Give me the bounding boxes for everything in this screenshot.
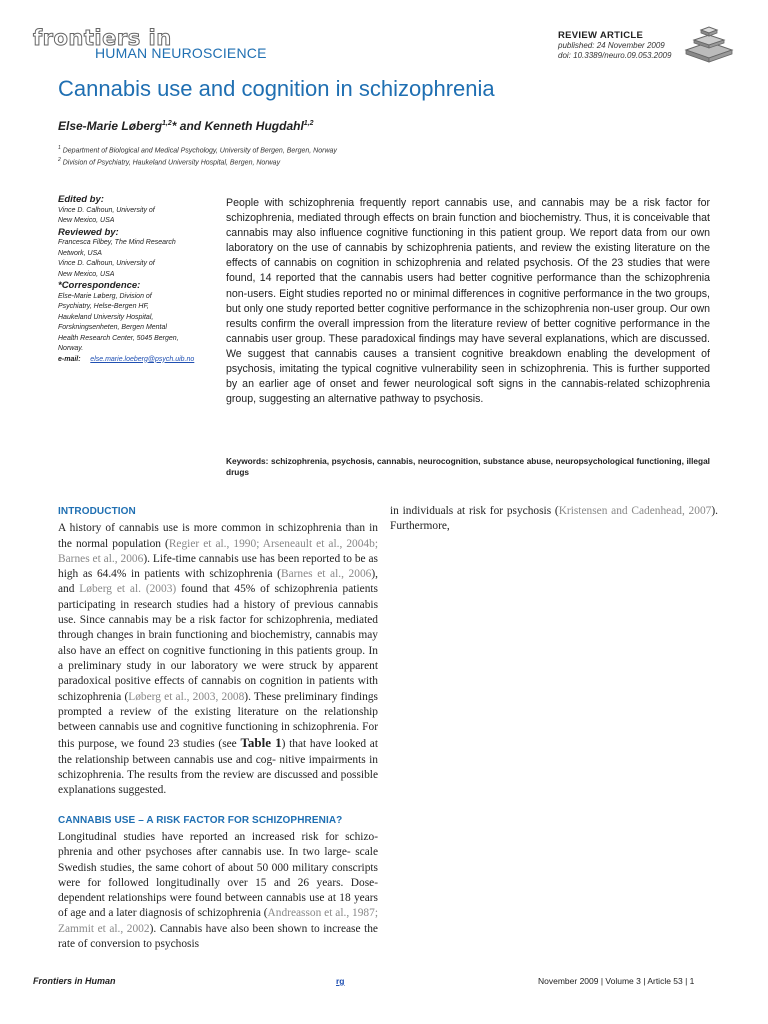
reviewer-line: New Mexico, USA	[58, 270, 115, 278]
email-link[interactable]: else.marie.loeberg@psych.uib.no	[90, 355, 195, 363]
affiliation-number: 2	[58, 157, 61, 163]
article-type: REVIEW ARTICLE	[558, 30, 644, 41]
edited-by-heading: Edited by:	[58, 194, 104, 205]
journal-section: HUMAN NEUROSCIENCE	[95, 45, 267, 61]
corresponding-marker: *	[171, 119, 177, 133]
reviewer-line: Francesca Filbey, The Mind Research	[58, 239, 176, 246]
body-text: in individuals at risk for psychosis (	[390, 505, 559, 517]
doi: doi: 10.3389/neuro.09.053.2009	[558, 51, 672, 60]
citation-link[interactable]: Løberg et al. (2003)	[79, 583, 177, 596]
body-text: ). Cannabis have also been shown to increase the rate of conversion to psychosis	[58, 922, 378, 951]
abstract-text: People with schizophrenia frequently report cannabis use, and cannabis may be a risk factor for schizophrenia, mediated through effects on brain function and biochemistry. Thus, it is conceivable that cannabis may also influence cognitive functioning in this patient group. We report data from our own laboratory on the use of cannabis by schizophrenia patients, and review the existing literature on the effects of cannabis on cognition in schizophrenia and related psychosis. Of the 23 studies that were found, 14 reported that the cannabis users had better cognitive performance than the schizophrenia non-users. Eight studies reported no or minimal differences in cognitive performance in the two groups, but only one study reported better cognitive performance in the schizophrenia non-user group. Our own results confirm the overall impression from the literature review of better cognitive performance in the cannabis user group. These paradoxical findings may have several explanations, which are discussed. We suggest that cannabis causes a transient cognitive breakdown enabling the development of psychosis, imitating the typical cognitive vulnerability seen in schizophrenia. This is further supported by an earlier age of onset and fewer neurological soft signs in the cannabis-related schizophrenia group, suggesting an alternative pathway to psychosis.	[226, 197, 710, 406]
section-heading-introduction: INTRODUCTION	[58, 506, 136, 517]
citation-link[interactable]: Løberg et al., 2003, 2008	[128, 690, 245, 703]
affiliation	[58, 157, 280, 166]
body-text: ). Furthermore,	[390, 505, 718, 533]
author-name: Kenneth Hugdahl	[204, 119, 304, 133]
section-heading-risk-factor: CANNABIS USE – A RISK FACTOR FOR SCHIZOPHRENIA?	[58, 814, 343, 826]
citation-link[interactable]: Barnes et al., 2006	[280, 568, 372, 581]
stacked-layers-icon	[682, 20, 736, 64]
author-affiliation-marker: 1,2	[162, 120, 172, 127]
affiliation-text: Department of Biological and Medical Psychology, University of Bergen, Bergen, Norway	[62, 147, 337, 155]
affiliation-text: Division of Psychiatry, Haukeland University Hospital, Bergen, Norway	[62, 159, 281, 167]
footer-issue-info: November 2009 | Volume 3 | Article 53 | 1	[538, 976, 695, 986]
editor-line: Vince D. Calhoun, University of	[58, 206, 155, 214]
body-text: ), and	[58, 568, 378, 596]
body-text: Longitudinal studies have reported an increased risk for schizo- phrenia and other psychoses after cannabis use. In two large- scale Swedish studies, the same cohort of about 50 000 military conscripts were for followed longitudinally over 15 and 26 years. Dose-dependent relationships were found between cannabis use at 18 years of age and a later diagnosis of schizophrenia (	[58, 830, 378, 920]
footer-link[interactable]: rg	[336, 976, 345, 986]
body-text: ). Life-time cannabis use has been reported to be as high as 64.4% in patients with schizophrenia (	[58, 552, 378, 581]
article-meta	[558, 30, 671, 61]
citation-link[interactable]: Regier et al., 1990; Arseneault et al., 2004b; Barnes et al., 2006	[58, 537, 378, 565]
affiliation	[58, 145, 337, 154]
right-paragraph	[390, 504, 718, 535]
correspondence-line: Haukeland University Hospital,	[58, 313, 154, 321]
author-affiliation-marker: 1,2	[303, 120, 314, 127]
journal-logo: frontiers in	[33, 26, 172, 50]
intro-paragraph	[58, 521, 378, 798]
correspondence-line: Forskningsenheten, Bergen Mental	[58, 324, 167, 331]
editorial-sidebar	[58, 194, 218, 365]
author-list	[58, 119, 314, 133]
reviewed-by-heading: Reviewed by:	[58, 226, 119, 238]
body-text: ). These preliminary findings prompted a review of the existing literature on the relationship between cannabis use and cognitive functioning in schizophrenia. For this purpose, we found 23 studies (see	[58, 690, 378, 751]
table-reference[interactable]: Table 1	[240, 735, 282, 751]
correspondence-line: Norway.	[58, 345, 84, 352]
citation-link[interactable]: Kristensen and Cadenhead, 2007	[558, 505, 712, 517]
risk-factor-paragraph	[58, 830, 378, 952]
correspondence-line: Else-Marie Løberg, Division of	[58, 292, 152, 300]
published-date: published: 24 November 2009	[558, 41, 665, 50]
citation-link[interactable]: Andreasson et al., 1987; Zammit et al., 2002	[58, 907, 378, 935]
correspondence-heading: *Correspondence:	[58, 280, 141, 291]
body-column-right	[390, 504, 718, 535]
author-connector: and	[176, 119, 205, 133]
correspondence-line: Health Research Center, 5045 Bergen,	[58, 334, 179, 342]
reviewer-line: Network, USA	[58, 249, 102, 257]
body-text: ) that have looked at the relationship between cannabis use and cog- nitive impairments in schizophrenia. The results from the review are discussed and possible explanations suggested.	[58, 738, 378, 797]
article-title: Cannabis use and cognition in schizophrenia	[58, 76, 495, 101]
author-name: Else-Marie Løberg	[58, 119, 163, 133]
body-text: A history of cannabis use is more common in schizophrenia than in the normal population (	[58, 522, 378, 550]
email-label: e-mail:	[58, 355, 81, 363]
body-text: found that 45% of schizophrenia patients participating in research studies had a history of previous cannabis use. Since cannabis may be a risk factor for schizophrenia, mediated through changes in brain functioning and biochemistry, cannabis may also have an effect on cognitive functioning in this patients group. In a preliminary study in our laboratory we were struck by apparent paradoxical positive effects of cannabis on cognition in patients with schizophrenia (	[58, 583, 378, 703]
editor-line: New Mexico, USA	[58, 217, 115, 224]
affiliation-number: 1	[58, 145, 61, 151]
email-row	[58, 355, 218, 366]
footer-journal: Frontiers in Human	[33, 976, 116, 986]
keywords: Keywords: schizophrenia, psychosis, cannabis, neurocognition, substance abuse, neuropsychological functioning, illegal drugs	[226, 456, 710, 477]
correspondence-line: Psychiatry, Helse-Bergen HF,	[58, 303, 149, 310]
body-column-left	[58, 504, 378, 952]
reviewer-line: Vince D. Calhoun, University of	[58, 260, 155, 267]
